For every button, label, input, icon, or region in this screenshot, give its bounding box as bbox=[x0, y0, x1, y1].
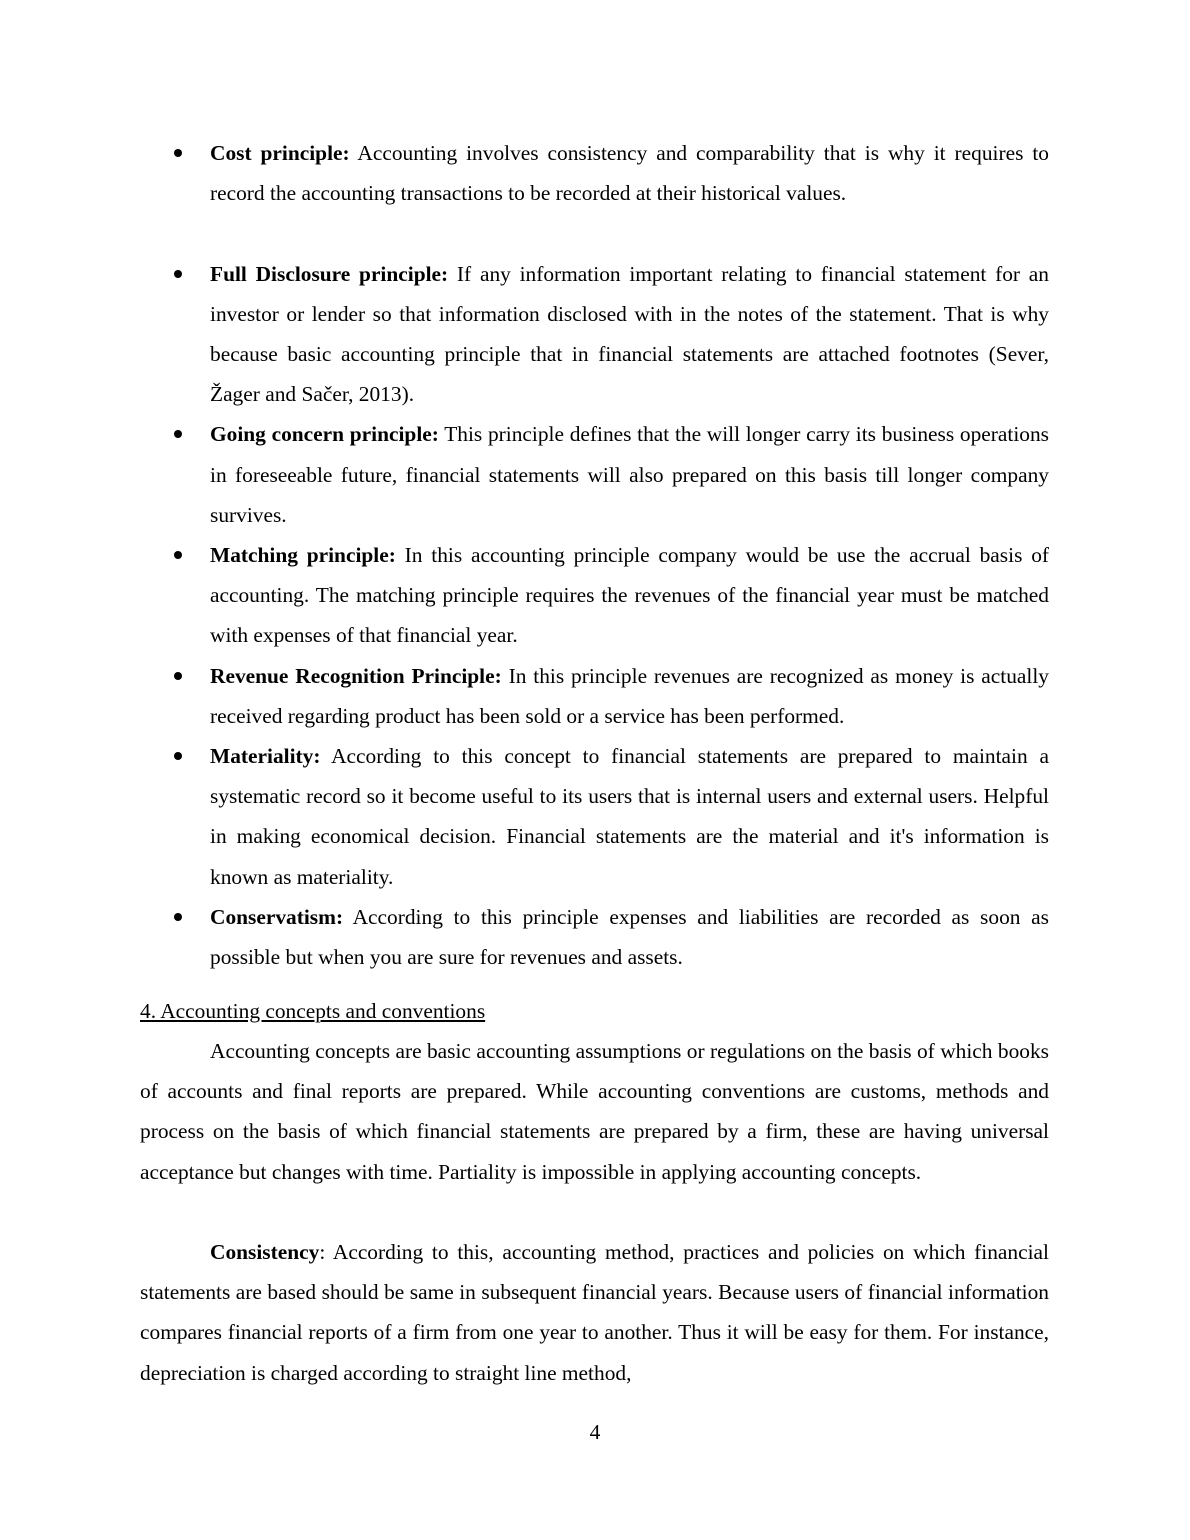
bullet-full-disclosure-principle bbox=[210, 254, 1049, 415]
bullet-revenue-recognition-principle bbox=[210, 656, 1049, 736]
bullet-lead: Full Disclosure principle: bbox=[210, 261, 449, 286]
bullet-lead: Revenue Recognition Principle: bbox=[210, 663, 502, 688]
concepts-paragraph: Accounting concepts are basic accounting assumptions or regulations on the basis of which books of accounts and final reports are prepared. While accounting conventions are customs, methods and process on the basis of which financial statements are prepared by a firm, these are having universal acceptance but changes with time. Partiality is impossible in applying accounting concepts. bbox=[140, 1039, 1049, 1184]
bullet-text: According to this principle expenses and liabilities are recorded as soon as possible but when you are sure for revenues and assets. bbox=[210, 904, 1049, 970]
bullet-lead: Matching principle: bbox=[210, 543, 396, 568]
page-number: 4 bbox=[589, 1420, 601, 1444]
bullet-text: In this accounting principle company would be use the accrual basis of accounting. The matching principle requires the revenues of the financial year must be matched with expenses of that financial year. bbox=[210, 543, 1050, 648]
bullet-conservatism bbox=[210, 897, 1049, 977]
bullet-dot-icon bbox=[174, 149, 182, 157]
principles-bullet-list bbox=[0, 133, 1190, 977]
bullet-matching-principle bbox=[210, 535, 1049, 656]
consistency-text: : According to this, accounting method, practices and policies on which financial statements are based should be same in subsequent financial years. Because users of financial information compares financial reports of a firm from one year to another. Thus it will be easy for them. For instance, depreciation is charged according to straight line method, bbox=[140, 1240, 1049, 1385]
consistency-lead: Consistency bbox=[210, 1240, 320, 1264]
bullet-going-concern-principle bbox=[210, 414, 1049, 535]
bullet-lead: Conservatism: bbox=[210, 904, 344, 929]
bullet-dot-icon bbox=[174, 551, 182, 559]
bullet-lead: Materiality: bbox=[210, 744, 321, 769]
bullet-dot-icon bbox=[174, 672, 182, 680]
bullet-dot-icon bbox=[174, 270, 182, 278]
bullet-text: This principle defines that the will longer carry its business operations in foreseeable future, financial statements will also prepared on this basis till longer company survives. bbox=[210, 422, 1050, 527]
section-heading: 4. Accounting concepts and conventions bbox=[140, 999, 486, 1023]
bullet-materiality bbox=[210, 736, 1049, 897]
bullet-lead: Cost principle: bbox=[210, 141, 350, 165]
bullet-text: Accounting involves consistency and comparability that is why it requires to record the accounting transactions to be recorded at their historical values. bbox=[210, 141, 1049, 206]
bullet-text: If any information important relating to financial statement for an investor or lender so that information disclosed with in the notes of the statement. That is why because basic accounting principle that in financial statements are attached footnotes (Sever, Žager and Sačer, 2013). bbox=[210, 261, 1049, 407]
consistency-paragraph bbox=[140, 1232, 1049, 1393]
bullet-dot-icon bbox=[174, 752, 182, 760]
bullet-cost-principle bbox=[210, 133, 1049, 213]
bullet-text: According to this concept to financial statements are prepared to maintain a systematic record so it become useful to its users that is internal users and external users. Helpful in making economical decision. Financial statements are the material and it's information is known as materiality. bbox=[210, 744, 1049, 889]
bullet-dot-icon bbox=[174, 913, 182, 921]
bullet-lead: Going concern principle: bbox=[210, 422, 439, 447]
bullet-text: In this principle revenues are recognized as money is actually received regarding product has been sold or a service has been performed. bbox=[210, 663, 1050, 728]
bullet-dot-icon bbox=[174, 430, 182, 438]
